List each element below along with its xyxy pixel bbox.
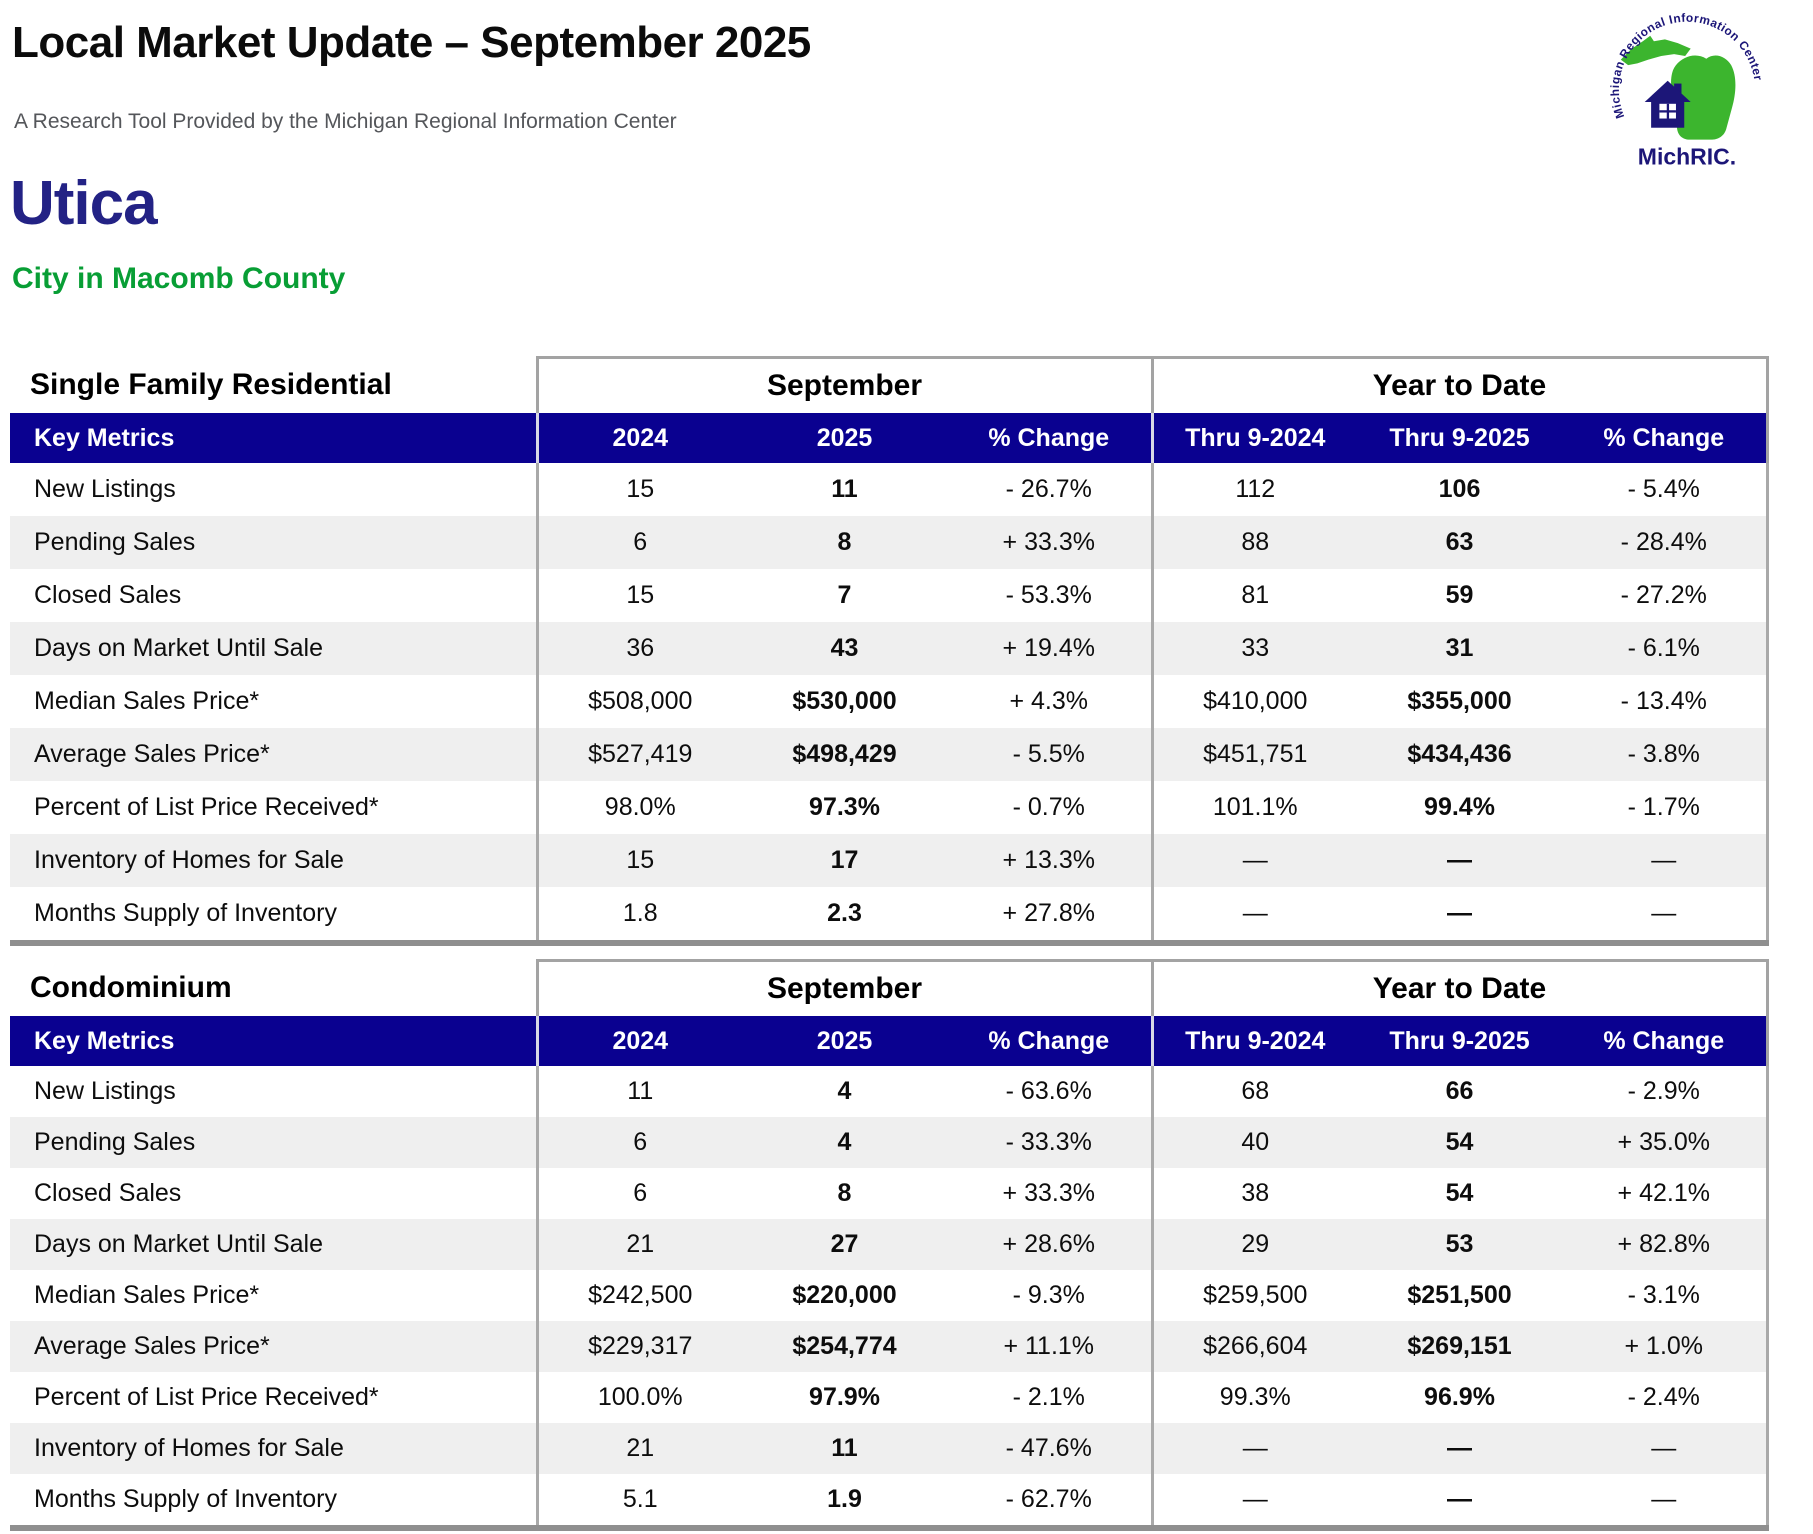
value-cell: 21 xyxy=(537,1423,742,1474)
value-cell: 15 xyxy=(537,463,742,516)
value-cell: - 33.3% xyxy=(947,1117,1152,1168)
value-cell: 17 xyxy=(742,834,947,887)
col-header-ytd-pct-change: % Change xyxy=(1562,413,1767,463)
value-cell: 6 xyxy=(537,1168,742,1219)
value-cell: $242,500 xyxy=(537,1270,742,1321)
value-cell: 11 xyxy=(742,1423,947,1474)
value-cell: $498,429 xyxy=(742,728,947,781)
value-cell: $254,774 xyxy=(742,1321,947,1372)
value-cell: 97.3% xyxy=(742,781,947,834)
col-header-2025: 2025 xyxy=(742,1016,947,1066)
value-cell: — xyxy=(1152,834,1357,887)
metric-label: Percent of List Price Received* xyxy=(10,1372,537,1423)
table-row xyxy=(10,622,1767,675)
key-metrics-header: Key Metrics xyxy=(10,413,537,463)
logo-arc-text: Michigan Regional Information Center xyxy=(1607,10,1766,121)
value-cell: 54 xyxy=(1357,1168,1562,1219)
value-cell: 21 xyxy=(537,1219,742,1270)
table-row xyxy=(10,463,1767,516)
key-metrics-header: Key Metrics xyxy=(10,1016,537,1066)
condominium-table-body xyxy=(10,1066,1767,1528)
value-cell: $220,000 xyxy=(742,1270,947,1321)
value-cell: 54 xyxy=(1357,1117,1562,1168)
value-cell: + 33.3% xyxy=(947,1168,1152,1219)
value-cell: - 5.5% xyxy=(947,728,1152,781)
value-cell: 29 xyxy=(1152,1219,1357,1270)
table-row xyxy=(10,1066,1767,1117)
value-cell: 8 xyxy=(742,516,947,569)
col-header-2024: 2024 xyxy=(537,413,742,463)
value-cell: — xyxy=(1152,887,1357,943)
value-cell: 112 xyxy=(1152,463,1357,516)
value-cell: - 3.1% xyxy=(1562,1270,1767,1321)
value-cell: + 13.3% xyxy=(947,834,1152,887)
condominium-table xyxy=(10,959,1769,1531)
value-cell: $530,000 xyxy=(742,675,947,728)
table-row xyxy=(10,1321,1767,1372)
value-cell: — xyxy=(1562,1474,1767,1528)
group-header-september: September xyxy=(537,358,1152,414)
value-cell: 15 xyxy=(537,834,742,887)
value-cell: 1.9 xyxy=(742,1474,947,1528)
table-row xyxy=(10,1423,1767,1474)
value-cell: 4 xyxy=(742,1066,947,1117)
value-cell: $527,419 xyxy=(537,728,742,781)
value-cell: 68 xyxy=(1152,1066,1357,1117)
value-cell: - 26.7% xyxy=(947,463,1152,516)
table-row xyxy=(10,887,1767,943)
value-cell: $434,436 xyxy=(1357,728,1562,781)
value-cell: + 1.0% xyxy=(1562,1321,1767,1372)
value-cell: $259,500 xyxy=(1152,1270,1357,1321)
value-cell: 33 xyxy=(1152,622,1357,675)
column-header-row xyxy=(10,1016,1767,1066)
value-cell: - 2.4% xyxy=(1562,1372,1767,1423)
col-header-thru-2025: Thru 9-2025 xyxy=(1357,1016,1562,1066)
value-cell: — xyxy=(1357,1474,1562,1528)
value-cell: 5.1 xyxy=(537,1474,742,1528)
city-subtitle: City in Macomb County xyxy=(12,262,346,295)
metric-label: Months Supply of Inventory xyxy=(10,1474,537,1528)
value-cell: - 27.2% xyxy=(1562,569,1767,622)
metric-label: Inventory of Homes for Sale xyxy=(10,834,537,887)
section-title: Condominium xyxy=(10,961,537,1017)
value-cell: 6 xyxy=(537,516,742,569)
metric-label: Pending Sales xyxy=(10,516,537,569)
value-cell: + 4.3% xyxy=(947,675,1152,728)
value-cell: 27 xyxy=(742,1219,947,1270)
value-cell: 100.0% xyxy=(537,1372,742,1423)
page-subtitle: A Research Tool Provided by the Michigan Regional Information Center xyxy=(14,110,677,133)
value-cell: 11 xyxy=(537,1066,742,1117)
table-row xyxy=(10,1168,1767,1219)
value-cell: — xyxy=(1357,887,1562,943)
single-family-table xyxy=(10,356,1769,946)
table-row xyxy=(10,1219,1767,1270)
value-cell: — xyxy=(1562,1423,1767,1474)
value-cell: - 3.8% xyxy=(1562,728,1767,781)
single-family-table-body xyxy=(10,463,1767,943)
value-cell: + 33.3% xyxy=(947,516,1152,569)
value-cell: 11 xyxy=(742,463,947,516)
value-cell: 81 xyxy=(1152,569,1357,622)
value-cell: $251,500 xyxy=(1357,1270,1562,1321)
col-header-pct-change: % Change xyxy=(947,413,1152,463)
table-row xyxy=(10,1117,1767,1168)
value-cell: - 9.3% xyxy=(947,1270,1152,1321)
page-title: Local Market Update – September 2025 xyxy=(12,18,811,67)
value-cell: 53 xyxy=(1357,1219,1562,1270)
value-cell: 43 xyxy=(742,622,947,675)
table-row xyxy=(10,1474,1767,1528)
table-row xyxy=(10,1270,1767,1321)
value-cell: 7 xyxy=(742,569,947,622)
value-cell: — xyxy=(1357,834,1562,887)
group-header-ytd: Year to Date xyxy=(1152,961,1767,1017)
value-cell: $508,000 xyxy=(537,675,742,728)
metric-label: New Listings xyxy=(10,1066,537,1117)
value-cell: — xyxy=(1152,1474,1357,1528)
metric-label: Closed Sales xyxy=(10,1168,537,1219)
value-cell: 88 xyxy=(1152,516,1357,569)
value-cell: 6 xyxy=(537,1117,742,1168)
value-cell: 4 xyxy=(742,1117,947,1168)
section-header-row xyxy=(10,358,1767,414)
value-cell: $355,000 xyxy=(1357,675,1562,728)
value-cell: 36 xyxy=(537,622,742,675)
value-cell: - 47.6% xyxy=(947,1423,1152,1474)
value-cell: — xyxy=(1357,1423,1562,1474)
value-cell: - 53.3% xyxy=(947,569,1152,622)
metric-label: Days on Market Until Sale xyxy=(10,622,537,675)
value-cell: + 82.8% xyxy=(1562,1219,1767,1270)
single-family-table-section xyxy=(10,356,1767,946)
table-row xyxy=(10,728,1767,781)
value-cell: - 6.1% xyxy=(1562,622,1767,675)
value-cell: — xyxy=(1562,887,1767,943)
col-header-pct-change: % Change xyxy=(947,1016,1152,1066)
logo-brand-text: MichRIC. xyxy=(1637,143,1737,170)
value-cell: 63 xyxy=(1357,516,1562,569)
metric-label: Average Sales Price* xyxy=(10,728,537,781)
value-cell: 96.9% xyxy=(1357,1372,1562,1423)
section-header-row xyxy=(10,961,1767,1017)
value-cell: - 62.7% xyxy=(947,1474,1152,1528)
table-row xyxy=(10,781,1767,834)
city-name: Utica xyxy=(10,169,157,238)
metric-label: Average Sales Price* xyxy=(10,1321,537,1372)
value-cell: - 1.7% xyxy=(1562,781,1767,834)
value-cell: 101.1% xyxy=(1152,781,1357,834)
value-cell: — xyxy=(1152,1423,1357,1474)
metric-label: Closed Sales xyxy=(10,569,537,622)
col-header-ytd-pct-change: % Change xyxy=(1562,1016,1767,1066)
table-row xyxy=(10,834,1767,887)
table-row xyxy=(10,516,1767,569)
metric-label: Pending Sales xyxy=(10,1117,537,1168)
value-cell: 40 xyxy=(1152,1117,1357,1168)
value-cell: — xyxy=(1562,834,1767,887)
metric-label: Inventory of Homes for Sale xyxy=(10,1423,537,1474)
value-cell: $229,317 xyxy=(537,1321,742,1372)
metric-label: Months Supply of Inventory xyxy=(10,887,537,943)
col-header-2025: 2025 xyxy=(742,413,947,463)
table-row xyxy=(10,675,1767,728)
condominium-table-section xyxy=(10,959,1767,1531)
value-cell: $266,604 xyxy=(1152,1321,1357,1372)
column-header-row xyxy=(10,413,1767,463)
value-cell: - 13.4% xyxy=(1562,675,1767,728)
michric-logo xyxy=(1595,6,1779,174)
value-cell: - 2.1% xyxy=(947,1372,1152,1423)
value-cell: 8 xyxy=(742,1168,947,1219)
metric-label: Days on Market Until Sale xyxy=(10,1219,537,1270)
value-cell: 38 xyxy=(1152,1168,1357,1219)
metric-label: Median Sales Price* xyxy=(10,1270,537,1321)
value-cell: + 28.6% xyxy=(947,1219,1152,1270)
metric-label: Percent of List Price Received* xyxy=(10,781,537,834)
table-row xyxy=(10,1372,1767,1423)
value-cell: 99.3% xyxy=(1152,1372,1357,1423)
value-cell: 99.4% xyxy=(1357,781,1562,834)
group-header-september: September xyxy=(537,961,1152,1017)
value-cell: - 2.9% xyxy=(1562,1066,1767,1117)
value-cell: + 19.4% xyxy=(947,622,1152,675)
value-cell: $269,151 xyxy=(1357,1321,1562,1372)
group-header-ytd: Year to Date xyxy=(1152,358,1767,414)
value-cell: - 0.7% xyxy=(947,781,1152,834)
col-header-2024: 2024 xyxy=(537,1016,742,1066)
value-cell: - 5.4% xyxy=(1562,463,1767,516)
value-cell: 59 xyxy=(1357,569,1562,622)
col-header-thru-2024: Thru 9-2024 xyxy=(1152,413,1357,463)
value-cell: 1.8 xyxy=(537,887,742,943)
metric-label: Median Sales Price* xyxy=(10,675,537,728)
value-cell: + 27.8% xyxy=(947,887,1152,943)
value-cell: 2.3 xyxy=(742,887,947,943)
value-cell: 106 xyxy=(1357,463,1562,516)
section-title: Single Family Residential xyxy=(10,358,537,414)
table-row xyxy=(10,569,1767,622)
col-header-thru-2024: Thru 9-2024 xyxy=(1152,1016,1357,1066)
value-cell: 31 xyxy=(1357,622,1562,675)
metric-label: New Listings xyxy=(10,463,537,516)
col-header-thru-2025: Thru 9-2025 xyxy=(1357,413,1562,463)
value-cell: - 63.6% xyxy=(947,1066,1152,1117)
value-cell: 97.9% xyxy=(742,1372,947,1423)
value-cell: 98.0% xyxy=(537,781,742,834)
value-cell: $410,000 xyxy=(1152,675,1357,728)
value-cell: + 35.0% xyxy=(1562,1117,1767,1168)
value-cell: + 11.1% xyxy=(947,1321,1152,1372)
value-cell: 66 xyxy=(1357,1066,1562,1117)
value-cell: 15 xyxy=(537,569,742,622)
value-cell: $451,751 xyxy=(1152,728,1357,781)
value-cell: - 28.4% xyxy=(1562,516,1767,569)
value-cell: + 42.1% xyxy=(1562,1168,1767,1219)
